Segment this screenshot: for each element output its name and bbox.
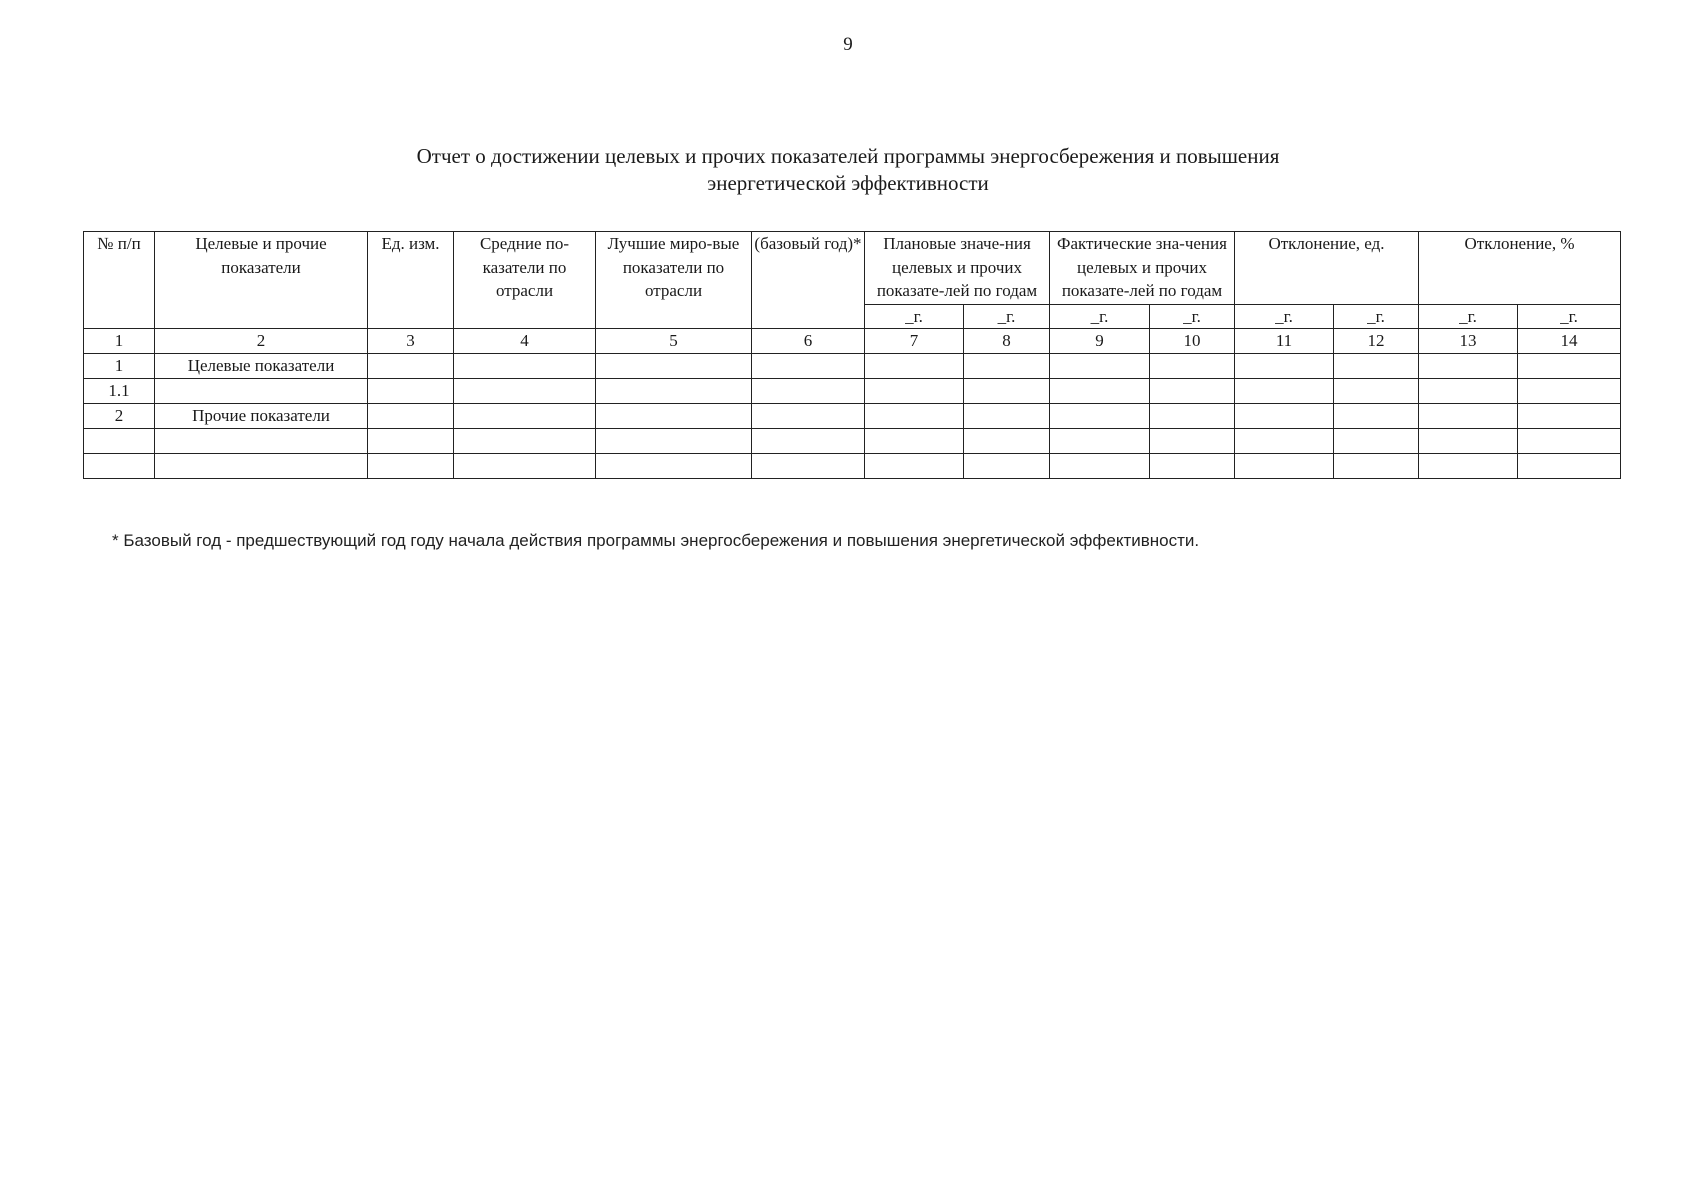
row-indicator-name xyxy=(155,379,368,404)
column-number-row xyxy=(84,329,1621,354)
year-label: _г. xyxy=(1050,305,1150,329)
table-row xyxy=(84,429,1621,454)
year-label: _г. xyxy=(865,305,964,329)
header-best: Лучшие миро-вые показатели по отрасли xyxy=(596,232,752,329)
table-row xyxy=(84,404,1621,429)
header-indicators: Целевые и прочие показатели xyxy=(155,232,368,329)
header-actual: Фактические зна-чения целевых и прочих показате-лей по годам xyxy=(1050,232,1235,305)
column-number: 5 xyxy=(596,329,752,354)
column-number: 4 xyxy=(454,329,596,354)
column-number: 2 xyxy=(155,329,368,354)
header-deviation-units: Отклонение, ед. xyxy=(1235,232,1419,305)
footnote: * Базовый год - предшествующий год году начала действия программы энергосбережения и повышения энергетической эффективности. xyxy=(112,531,1200,550)
title-line-2: энергетической эффективности xyxy=(707,171,989,195)
header-row xyxy=(84,232,1621,305)
row-indicator-name xyxy=(155,454,368,479)
year-label: _г. xyxy=(1419,305,1518,329)
table-row xyxy=(84,379,1621,404)
row-number: 1.1 xyxy=(84,379,155,404)
header-avg: Средние по-казатели по отрасли xyxy=(454,232,596,329)
header-deviation-percent: Отклонение, % xyxy=(1419,232,1621,305)
column-number: 7 xyxy=(865,329,964,354)
column-number: 10 xyxy=(1150,329,1235,354)
column-number: 11 xyxy=(1235,329,1334,354)
row-indicator-name: Прочие показатели xyxy=(155,404,368,429)
column-number: 12 xyxy=(1334,329,1419,354)
page-number: 9 xyxy=(843,34,853,55)
row-indicator-name xyxy=(155,429,368,454)
row-indicator-name: Целевые показатели xyxy=(155,354,368,379)
table-row xyxy=(84,454,1621,479)
column-number: 8 xyxy=(964,329,1050,354)
table-row xyxy=(84,354,1621,379)
column-number: 1 xyxy=(84,329,155,354)
row-number: 2 xyxy=(84,404,155,429)
header-num: № п/п xyxy=(84,232,155,329)
title-line-1: Отчет о достижении целевых и прочих показателей программы энергосбережения и повышения xyxy=(416,144,1280,168)
column-number: 9 xyxy=(1050,329,1150,354)
header-base-year: (базовый год)* xyxy=(752,232,865,329)
row-number xyxy=(84,454,155,479)
indicators-report-table xyxy=(83,231,1621,479)
year-label: _г. xyxy=(964,305,1050,329)
row-number xyxy=(84,429,155,454)
column-number: 6 xyxy=(752,329,865,354)
year-label: _г. xyxy=(1518,305,1621,329)
document-title xyxy=(0,143,1696,197)
column-number: 3 xyxy=(368,329,454,354)
year-label: _г. xyxy=(1150,305,1235,329)
year-label: _г. xyxy=(1334,305,1419,329)
header-planned: Плановые значе-ния целевых и прочих показате-лей по годам xyxy=(865,232,1050,305)
row-number: 1 xyxy=(84,354,155,379)
year-label: _г. xyxy=(1235,305,1334,329)
column-number: 13 xyxy=(1419,329,1518,354)
header-unit: Ед. изм. xyxy=(368,232,454,329)
column-number: 14 xyxy=(1518,329,1621,354)
